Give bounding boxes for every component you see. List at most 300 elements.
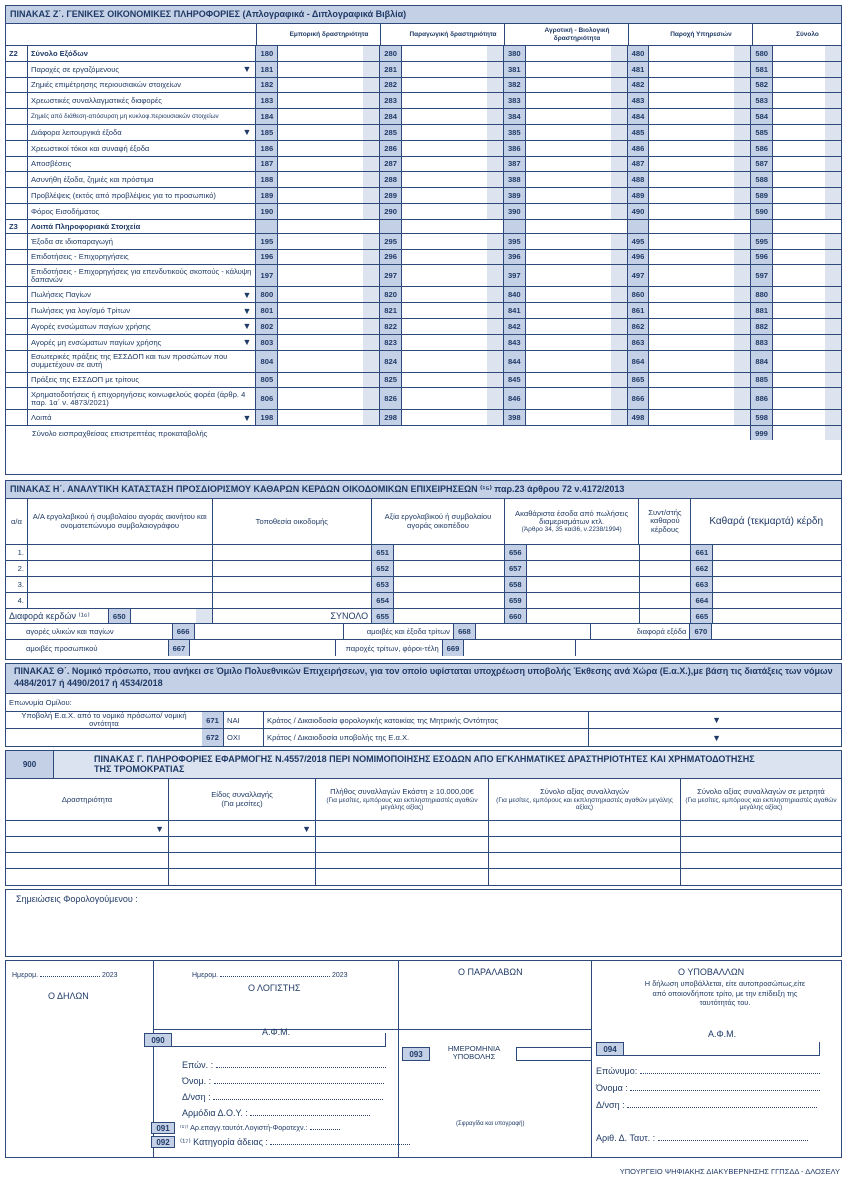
accountant-afm-input[interactable] xyxy=(172,1033,386,1047)
field-code: 395 xyxy=(504,234,526,249)
no-option[interactable]: ΟΧΙ xyxy=(224,729,264,746)
advance-input[interactable] xyxy=(773,426,841,440)
value-input[interactable] xyxy=(649,188,751,203)
table-h-header: α/α Α/Α εργολαβικού ή συμβολαίου αγοράς ακινήτου και ονοματεπώνυμο συμβολαιογράφου Τοποθεσία οικοδομής Αξία εργολαβικού ή συμβολαίου αγοράς οικοπέδου Ακαθάριστα έσοδα από πωλήσεις διαμερισμάτων κτλ. (Άρθρο 34, 35 και36, ν.2238/1994) Συντ/στής καθαρού κέρδους Καθαρά (τεκμαρτά) κέρδη xyxy=(6,499,841,545)
field-code: 580 xyxy=(751,46,773,61)
value-input[interactable] xyxy=(773,410,841,425)
field-code: 884 xyxy=(751,351,773,372)
value-input[interactable] xyxy=(773,157,841,172)
field-code: 184 xyxy=(256,109,278,124)
field-code: 584 xyxy=(751,109,773,124)
value-input[interactable] xyxy=(402,250,504,265)
field-code: 398 xyxy=(504,410,526,425)
notes-section[interactable] xyxy=(5,889,842,957)
submission-jurisdiction-select[interactable] xyxy=(589,729,841,746)
field-code: 180 xyxy=(256,46,278,61)
table-row: 3. 653 658 663 xyxy=(6,577,841,593)
value-input[interactable] xyxy=(649,234,751,249)
transaction-type-select[interactable] xyxy=(169,821,316,836)
value-input[interactable] xyxy=(526,303,628,318)
field-code: 487 xyxy=(628,157,650,172)
table-row xyxy=(6,62,841,78)
value-input[interactable] xyxy=(649,141,751,156)
value-input[interactable] xyxy=(278,188,380,203)
field-code: 282 xyxy=(380,78,402,93)
field-code: 595 xyxy=(751,234,773,249)
field-code: 387 xyxy=(504,157,526,172)
value-input[interactable] xyxy=(402,319,504,334)
value-input[interactable] xyxy=(402,204,504,219)
value-input[interactable] xyxy=(773,109,841,124)
value-input[interactable] xyxy=(526,109,628,124)
field-code xyxy=(380,220,402,233)
signatures: Ημερομ. 2023 Ο ΔΗΛΩΝ Ημερομ. 2023 Ο ΛΟΓΙΣΤΗΣ Ο ΠΑΡΑΛΑΒΩΝ Ο ΥΠΟΒΑΛΛΩΝ Η δήλωση υποβάλλεται, είτε αυτοπροσώπως,είτε από οποιονδήποτε τρίτο, με την επίδειξη της ταυτότητάς του. 090 Α.Φ.Μ. Επών. : Όνομ. : Δ/νση : Αρμόδια Δ.Ο.Υ. : 091 ⁽¹⁷⁾ Αρ.επαγγ.ταυτότ.Λογιστή-Φοροτεχν.: 092 ⁽¹⁷⁾ Κατηγορία άδειας : 093 ΗΜΕΡΟΜΗΝΙΑ ΥΠΟΒΟΛΗΣ (Σφραγίδα και υπογραφή) 094 Α.Φ.Μ. Επώνυμο: Όνομα : Δ/νση : Αριθ. Δ. Ταυτ. : xyxy=(5,960,842,1158)
table-row xyxy=(6,373,841,389)
field-code: 999 xyxy=(751,426,773,440)
table-row xyxy=(6,234,841,250)
value-input[interactable] xyxy=(526,46,628,61)
value-input[interactable] xyxy=(402,125,504,140)
value-input[interactable] xyxy=(278,265,380,286)
field-code: 495 xyxy=(628,234,650,249)
value-input[interactable] xyxy=(526,351,628,372)
field-code: 496 xyxy=(628,250,650,265)
chevron-down-icon: ▼ xyxy=(242,64,252,75)
activity-select[interactable] xyxy=(6,821,169,836)
table-gamma: 900 ΠΙΝΑΚΑΣ Γ. ΠΛΗΡΟΦΟΡΙΕΣ ΕΦΑΡΜΟΓΗΣ Ν.4557/2018 ΠΕΡΙ ΝΟΜΙΜΟΠΟΙΗΣΗΣ ΕΣΟΔΩΝ ΑΠΟ ΕΓΚΛΗΜΑΤΙΚΕΣ ΔΡΑΣΤΗΡΙΟΤΗΤΕΣ ΚΑΙ ΧΡΗΜΑΤΟΔΟΤΗΣΗΣ ΤΗΣ ΤΡΟΜΟΚΡΑΤΙΑΣ Δραστηριότητα Είδος συναλλαγής (Για μεσίτες) Πλήθος συναλλαγών Εκάστη ≥ 10.000,00€ (Για μεσίτες, εμπόρους και εκπληστηριαστές αγαθών μεγάλης αξίας) Σύνολο αξίας συναλλαγών (Για μεσίτες, εμπόρους και εκπληστηριαστές αγαθών μεγάλης αξίας) Σύνολο αξίας συναλλαγών σε μετρητά (Για μεσίτες, εμπόρους και εκπληστηριαστές αγαθών μεγάλης αξίας) ▼ ▼ xyxy=(5,750,842,886)
row-label: Αγορές ενσώματων παγίων χρήσης ▼ xyxy=(28,319,256,334)
field-code: 386 xyxy=(504,141,526,156)
field-code: 882 xyxy=(751,319,773,334)
value-input[interactable] xyxy=(278,141,380,156)
field-code: 288 xyxy=(380,172,402,187)
value-input[interactable] xyxy=(402,141,504,156)
row-label: Έξοδα σε ιδιοπαραγωγή xyxy=(28,234,256,249)
value-input[interactable] xyxy=(402,109,504,124)
value-input[interactable] xyxy=(649,265,751,286)
col-head-production: Παραγωγική δραστηριότητα xyxy=(381,24,505,45)
row-label: Ζημιές επιμέτρησης περιουσιακών στοιχείων xyxy=(28,78,256,93)
field-code: 806 xyxy=(256,388,278,409)
field-code: 182 xyxy=(256,78,278,93)
value-input[interactable] xyxy=(278,319,380,334)
value-input[interactable] xyxy=(526,141,628,156)
field-code: 840 xyxy=(504,287,526,302)
field-code: 189 xyxy=(256,188,278,203)
field-code: 821 xyxy=(380,303,402,318)
row-label: Λοιπά ▼ xyxy=(28,410,256,425)
value-input[interactable] xyxy=(278,234,380,249)
value-input[interactable] xyxy=(526,125,628,140)
value-input[interactable] xyxy=(649,250,751,265)
field-code: 803 xyxy=(256,335,278,350)
table-h-title: ΠΙΝΑΚΑΣ Η΄. ΑΝΑΛΥΤΙΚΗ ΚΑΤΑΣΤΑΣΗ ΠΡΟΣΔΙΟΡΙΣΜΟΥ ΚΑΘΑΡΩΝ ΚΕΡΔΩΝ ΟΙΚΟΔΟΜΙΚΩΝ ΕΠΙΧΕΙΡΗΣΕΩΝ ⁽¹⁵⁾ παρ.23 άρθρου 72 ν.4172/2013 xyxy=(6,481,841,499)
table-row xyxy=(6,141,841,157)
row-label: Φόρος Εισοδήματος xyxy=(28,204,256,219)
value-input[interactable] xyxy=(526,287,628,302)
value-input[interactable] xyxy=(526,410,628,425)
value-input xyxy=(278,220,380,233)
field-code: 380 xyxy=(504,46,526,61)
value-input[interactable] xyxy=(526,93,628,108)
table-row: 4. 654 659 664 xyxy=(6,593,841,609)
field-code: 489 xyxy=(628,188,650,203)
field-code: 598 xyxy=(751,410,773,425)
field-code: 804 xyxy=(256,351,278,372)
table-h: ΠΙΝΑΚΑΣ Η΄. ΑΝΑΛΥΤΙΚΗ ΚΑΤΑΣΤΑΣΗ ΠΡΟΣΔΙΟΡΙΣΜΟΥ ΚΑΘΑΡΩΝ ΚΕΡΔΩΝ ΟΙΚΟΔΟΜΙΚΩΝ ΕΠΙΧΕΙΡΗΣΕΩΝ ⁽¹⁵⁾ παρ.23 άρθρου 72 ν.4172/2013 α/α Α/Α εργολαβικού ή συμβολαίου αγοράς ακινήτου και ονοματεπώνυμο συμβολαιογράφου Τοποθεσία οικοδομής Αξία εργολαβικού ή συμβολαίου αγοράς οικοπέδου Ακαθάριστα έσοδα από πωλήσεις διαμερισμάτων κτλ. (Άρθρο 34, 35 και36, ν.2238/1994) Συντ/στής καθαρού κέρδους Καθαρά (τεκμαρτά) κέρδη 1. 651 656 661 2. 652 657 662 3. 653 658 663 4. 654 659 664 Διαφορά κερδών ⁽¹⁶⁾ 650 ΣΥΝΟΛΟ 655 660 665 αγορές υλικών και παγίων 666 αμοιβές και έξοδα τρίτων 668 διαφορά εξόδα 670 αμοιβές προσωπικού 667 παροχές τρίτων, φόροι-τέλη 669 xyxy=(5,480,842,660)
field-code: 843 xyxy=(504,335,526,350)
transaction-type-select[interactable] xyxy=(169,853,316,868)
value-input[interactable] xyxy=(402,265,504,286)
value-input[interactable] xyxy=(773,265,841,286)
value-input[interactable] xyxy=(649,351,751,372)
field-code: 383 xyxy=(504,93,526,108)
field-code: 297 xyxy=(380,265,402,286)
table-row: 2. 652 657 662 xyxy=(6,561,841,577)
field-code: 482 xyxy=(628,78,650,93)
field-code: 841 xyxy=(504,303,526,318)
field-code: 596 xyxy=(751,250,773,265)
value-input[interactable] xyxy=(526,319,628,334)
field-code: 800 xyxy=(256,287,278,302)
field-code: 846 xyxy=(504,388,526,409)
field-code: 864 xyxy=(628,351,650,372)
value-input[interactable] xyxy=(773,373,841,388)
field-code: 390 xyxy=(504,204,526,219)
field-code: 597 xyxy=(751,265,773,286)
value-input[interactable] xyxy=(773,78,841,93)
accountant-label: Ο ΛΟΓΙΣΤΗΣ xyxy=(248,983,301,993)
value-input[interactable] xyxy=(526,373,628,388)
field-code: 826 xyxy=(380,388,402,409)
value-input[interactable] xyxy=(773,204,841,219)
profit-diff-input[interactable] xyxy=(131,609,213,623)
field-code: 385 xyxy=(504,125,526,140)
chevron-down-icon: ▼ xyxy=(242,289,252,300)
value-input[interactable] xyxy=(402,351,504,372)
field-code: 885 xyxy=(751,373,773,388)
value-input[interactable] xyxy=(773,188,841,203)
field-code: 589 xyxy=(751,188,773,203)
field-code: 188 xyxy=(256,172,278,187)
value-input[interactable] xyxy=(402,62,504,77)
value-input[interactable] xyxy=(773,335,841,350)
value-input xyxy=(526,220,628,233)
value-input[interactable] xyxy=(773,62,841,77)
value-input[interactable] xyxy=(649,78,751,93)
value-input[interactable] xyxy=(402,410,504,425)
value-input[interactable] xyxy=(649,388,751,409)
table-theta-title: ΠΙΝΑΚΑΣ Θ΄. Νομικό πρόσωπο, που ανήκει σε Όμιλο Πολυεθνικών Επιχειρήσεων, για τον οποίο υφίσταται υποχρέωση υποβολής Έκθεσης ανά Χώρα (Ε.α.Χ.),με βάση τις διατάξεις των νόμων 4484/2017 ή 4490/2017 ή 4534/2018 xyxy=(6,664,841,694)
value-input[interactable] xyxy=(278,250,380,265)
activity-select[interactable] xyxy=(6,853,169,868)
value-input[interactable] xyxy=(278,62,380,77)
activity-select[interactable] xyxy=(6,837,169,852)
value-input[interactable] xyxy=(278,335,380,350)
value-input[interactable] xyxy=(773,46,841,61)
field-code: 588 xyxy=(751,172,773,187)
row-label: Χρεωστικές συναλλαγματικές διαφορές xyxy=(28,93,256,108)
field-code: 801 xyxy=(256,303,278,318)
value-input[interactable] xyxy=(773,93,841,108)
field-code: 198 xyxy=(256,410,278,425)
value-input[interactable] xyxy=(402,46,504,61)
value-input[interactable] xyxy=(526,234,628,249)
field-code: 498 xyxy=(628,410,650,425)
value-input[interactable] xyxy=(526,250,628,265)
field-code: 280 xyxy=(380,46,402,61)
field-code: 880 xyxy=(751,287,773,302)
field-code: 286 xyxy=(380,141,402,156)
value-input[interactable] xyxy=(402,157,504,172)
table-h-body xyxy=(6,545,841,609)
field-code xyxy=(628,220,650,233)
value-input[interactable] xyxy=(649,319,751,334)
table-row: Ζ2 Σύνολο Εξόδων 180 280 380 480 580 xyxy=(6,46,841,62)
field-code: 480 xyxy=(628,46,650,61)
value-input[interactable] xyxy=(649,93,751,108)
field-code: 187 xyxy=(256,157,278,172)
field-code: 582 xyxy=(751,78,773,93)
value-input xyxy=(773,220,841,233)
value-input[interactable] xyxy=(278,287,380,302)
row-label: Ασυνήθη έξοδα, ζημιές και πρόστιμα xyxy=(28,172,256,187)
field-code: 488 xyxy=(628,172,650,187)
yes-option[interactable]: ΝΑΙ xyxy=(224,712,264,728)
value-input[interactable] xyxy=(402,188,504,203)
table-row xyxy=(6,204,841,220)
receiver-label: Ο ΠΑΡΑΛΑΒΩΝ xyxy=(458,967,523,977)
value-input[interactable] xyxy=(773,351,841,372)
chevron-down-icon: ▼ xyxy=(242,127,252,138)
value-input[interactable] xyxy=(773,388,841,409)
value-input[interactable] xyxy=(773,319,841,334)
value-input[interactable] xyxy=(649,157,751,172)
field-code: 481 xyxy=(628,62,650,77)
field-code: 820 xyxy=(380,287,402,302)
field-code: 298 xyxy=(380,410,402,425)
value-input[interactable] xyxy=(278,109,380,124)
value-input[interactable] xyxy=(526,335,628,350)
field-code: 290 xyxy=(380,204,402,219)
field-code: 845 xyxy=(504,373,526,388)
table-row xyxy=(6,837,841,853)
chevron-down-icon: ▼ xyxy=(302,823,311,834)
value-input[interactable] xyxy=(649,287,751,302)
field-code: 823 xyxy=(380,335,402,350)
value-input[interactable] xyxy=(526,388,628,409)
field-code: 862 xyxy=(628,319,650,334)
submission-date-input[interactable] xyxy=(516,1047,591,1061)
value-input[interactable] xyxy=(278,157,380,172)
value-input[interactable] xyxy=(649,303,751,318)
table-row xyxy=(6,335,841,351)
field-code: 861 xyxy=(628,303,650,318)
chevron-down-icon: ▼ xyxy=(242,305,252,316)
field-code: 866 xyxy=(628,388,650,409)
row-label: Χρηματοδοτήσεις ή επιχορηγήσεις κοινωφελούς φορέα (άρθρ. 4 παρ. 1α΄ ν. 4873/2021) xyxy=(28,388,256,409)
field-code: 825 xyxy=(380,373,402,388)
table-z-title: ΠΙΝΑΚΑΣ Ζ΄. ΓΕΝΙΚΕΣ ΟΙΚΟΝΟΜΙΚΕΣ ΠΛΗΡΟΦΟΡΙΕΣ (Απλογραφικά - Διπλογραφικά Βιβλία) xyxy=(6,6,841,24)
row-label: Παροχές σε εργαζόμενους ▼ xyxy=(28,62,256,77)
table-row xyxy=(6,303,841,319)
value-input[interactable] xyxy=(526,188,628,203)
table-z-last-row xyxy=(6,426,841,440)
value-input[interactable] xyxy=(773,250,841,265)
field-code: 485 xyxy=(628,125,650,140)
value-input[interactable] xyxy=(649,62,751,77)
field-code: 486 xyxy=(628,141,650,156)
chevron-down-icon: ▼ xyxy=(242,337,252,348)
col-head-commercial: Εμπορική δραστηριότητα xyxy=(257,24,381,45)
value-input[interactable] xyxy=(278,78,380,93)
value-input[interactable] xyxy=(649,46,751,61)
value-input[interactable] xyxy=(402,388,504,409)
value-input[interactable] xyxy=(402,234,504,249)
value-input[interactable] xyxy=(773,125,841,140)
value-input[interactable] xyxy=(649,204,751,219)
chevron-down-icon: ▼ xyxy=(712,715,721,725)
row-label: Πωλήσεις Παγίων ▼ xyxy=(28,287,256,302)
value-input[interactable] xyxy=(278,351,380,372)
value-input[interactable] xyxy=(402,172,504,187)
value-input[interactable] xyxy=(526,62,628,77)
transaction-type-select[interactable] xyxy=(169,837,316,852)
field-code: 389 xyxy=(504,188,526,203)
row-label: Σύνολο Εξόδων xyxy=(28,46,256,61)
table-row xyxy=(6,853,841,869)
col-head-services: Παροχή Υπηρεσιών xyxy=(629,24,753,45)
value-input[interactable] xyxy=(649,410,751,425)
row-label: Αγορές μη ενσώματων παγίων χρήσης ▼ xyxy=(28,335,256,350)
table-z xyxy=(5,5,842,475)
field-code: 860 xyxy=(628,287,650,302)
table-row xyxy=(6,388,841,410)
field-code: 382 xyxy=(504,78,526,93)
row-label: Επιδοτήσεις - Επιχορηγήσεις για επενδυτικούς σκοπούς - κάλυψη δαπανών xyxy=(28,265,256,286)
table-row xyxy=(6,351,841,373)
value-input[interactable] xyxy=(526,172,628,187)
value-input[interactable] xyxy=(649,125,751,140)
field-code: 295 xyxy=(380,234,402,249)
value-input[interactable] xyxy=(278,46,380,61)
field-code: 183 xyxy=(256,93,278,108)
value-input[interactable] xyxy=(649,373,751,388)
value-input[interactable] xyxy=(526,78,628,93)
field-code: 886 xyxy=(751,388,773,409)
value-input[interactable] xyxy=(278,125,380,140)
row-label: Πράξεις της ΕΣΣΔΟΠ με τρίτους xyxy=(28,373,256,388)
table-theta: ΠΙΝΑΚΑΣ Θ΄. Νομικό πρόσωπο, που ανήκει σε Όμιλο Πολυεθνικών Επιχειρήσεων, για τον οποίο υφίσταται υποχρέωση υποβολής Έκθεσης ανά Χώρα (Ε.α.Χ.),με βάση τις διατάξεις των νόμων 4484/2017 ή 4490/2017 ή 4534/2018 Επωνυμία Ομίλου: Υποβολή Ε.α.Χ. από το νομικό πρόσωπο/ νομική οντότητα 671 ΝΑΙ Κράτος / Δικαιοδοσία φορολογικής κατοικίας της Μητρικής Οντότητας ▼ 672 ΟΧΙ Κράτος / Δικαιοδοσία υποβολής της Ε.α.Χ. ▼ xyxy=(5,663,842,747)
field-code: 587 xyxy=(751,157,773,172)
field-code: 397 xyxy=(504,265,526,286)
field-code: 384 xyxy=(504,109,526,124)
field-code: 822 xyxy=(380,319,402,334)
submitter-afm-input[interactable] xyxy=(624,1042,820,1056)
field-code: 483 xyxy=(628,93,650,108)
table-row xyxy=(6,319,841,335)
field-code: 586 xyxy=(751,141,773,156)
field-code: 863 xyxy=(628,335,650,350)
table-row xyxy=(6,172,841,188)
value-input[interactable] xyxy=(773,172,841,187)
field-code: 287 xyxy=(380,157,402,172)
field-code: 281 xyxy=(380,62,402,77)
field-code: 805 xyxy=(256,373,278,388)
col-head-agricultural: Αγροτική - Βιολογική δραστηριότητα xyxy=(505,24,629,45)
field-code: 484 xyxy=(628,109,650,124)
value-input[interactable] xyxy=(773,303,841,318)
value-input[interactable] xyxy=(402,93,504,108)
value-input[interactable] xyxy=(649,335,751,350)
value-input[interactable] xyxy=(649,172,751,187)
field-code: 490 xyxy=(628,204,650,219)
field-code: 285 xyxy=(380,125,402,140)
activity-select[interactable] xyxy=(6,869,169,885)
value-input[interactable] xyxy=(278,303,380,318)
value-input[interactable] xyxy=(278,410,380,425)
table-row xyxy=(6,78,841,94)
field-code: 283 xyxy=(380,93,402,108)
value-input[interactable] xyxy=(278,204,380,219)
value-input[interactable] xyxy=(649,109,751,124)
advance-label: Σύνολο εισπραχθείσας επιστρεπτέας προκαταβολής xyxy=(6,426,751,440)
parent-jurisdiction-select[interactable] xyxy=(589,712,841,728)
field-code: 865 xyxy=(628,373,650,388)
table-row xyxy=(6,287,841,303)
value-input[interactable] xyxy=(402,78,504,93)
value-input[interactable] xyxy=(526,204,628,219)
value-input[interactable] xyxy=(402,303,504,318)
row-label: Λοιπά Πληροφοριακά Στοιχεία xyxy=(28,220,256,233)
field-code: 195 xyxy=(256,234,278,249)
value-input[interactable] xyxy=(278,388,380,409)
value-input[interactable] xyxy=(773,141,841,156)
value-input[interactable] xyxy=(402,335,504,350)
field-code xyxy=(256,220,278,233)
field-code: 581 xyxy=(751,62,773,77)
value-input[interactable] xyxy=(526,157,628,172)
value-input[interactable] xyxy=(278,93,380,108)
row-label: Εσωτερικές πράξεις της ΕΣΣΔΟΠ και των προσώπων που συμμετέχουν σε αυτή xyxy=(28,351,256,372)
table-z-header xyxy=(6,24,841,46)
field-code: 289 xyxy=(380,188,402,203)
submitter-label: Ο ΥΠΟΒΑΛΛΩΝ xyxy=(678,967,745,977)
transaction-type-select[interactable] xyxy=(169,869,316,885)
field-code xyxy=(751,220,773,233)
value-input[interactable] xyxy=(278,373,380,388)
row-label: Προβλέψεις (εκτός από προβλέψεις για το προσωπικό) xyxy=(28,188,256,203)
field-code: 583 xyxy=(751,93,773,108)
table-row: 1. 651 656 661 xyxy=(6,545,841,561)
value-input[interactable] xyxy=(773,287,841,302)
value-input[interactable] xyxy=(278,172,380,187)
value-input xyxy=(649,220,751,233)
table-h-sum-row: Διαφορά κερδών ⁽¹⁶⁾ 650 ΣΥΝΟΛΟ 655 660 665 xyxy=(6,609,841,624)
row-label: Αποσβέσεις xyxy=(28,157,256,172)
field-code: 186 xyxy=(256,141,278,156)
col-head-total: Σύνολο xyxy=(796,30,819,38)
field-code: 824 xyxy=(380,351,402,372)
notes-label: Σημειώσεις Φορολογούμενου : xyxy=(16,894,138,904)
value-input[interactable] xyxy=(402,287,504,302)
value-input[interactable] xyxy=(773,234,841,249)
table-row xyxy=(6,125,841,141)
value-input[interactable] xyxy=(526,265,628,286)
value-input[interactable] xyxy=(402,373,504,388)
table-row xyxy=(6,188,841,204)
table-row xyxy=(6,93,841,109)
